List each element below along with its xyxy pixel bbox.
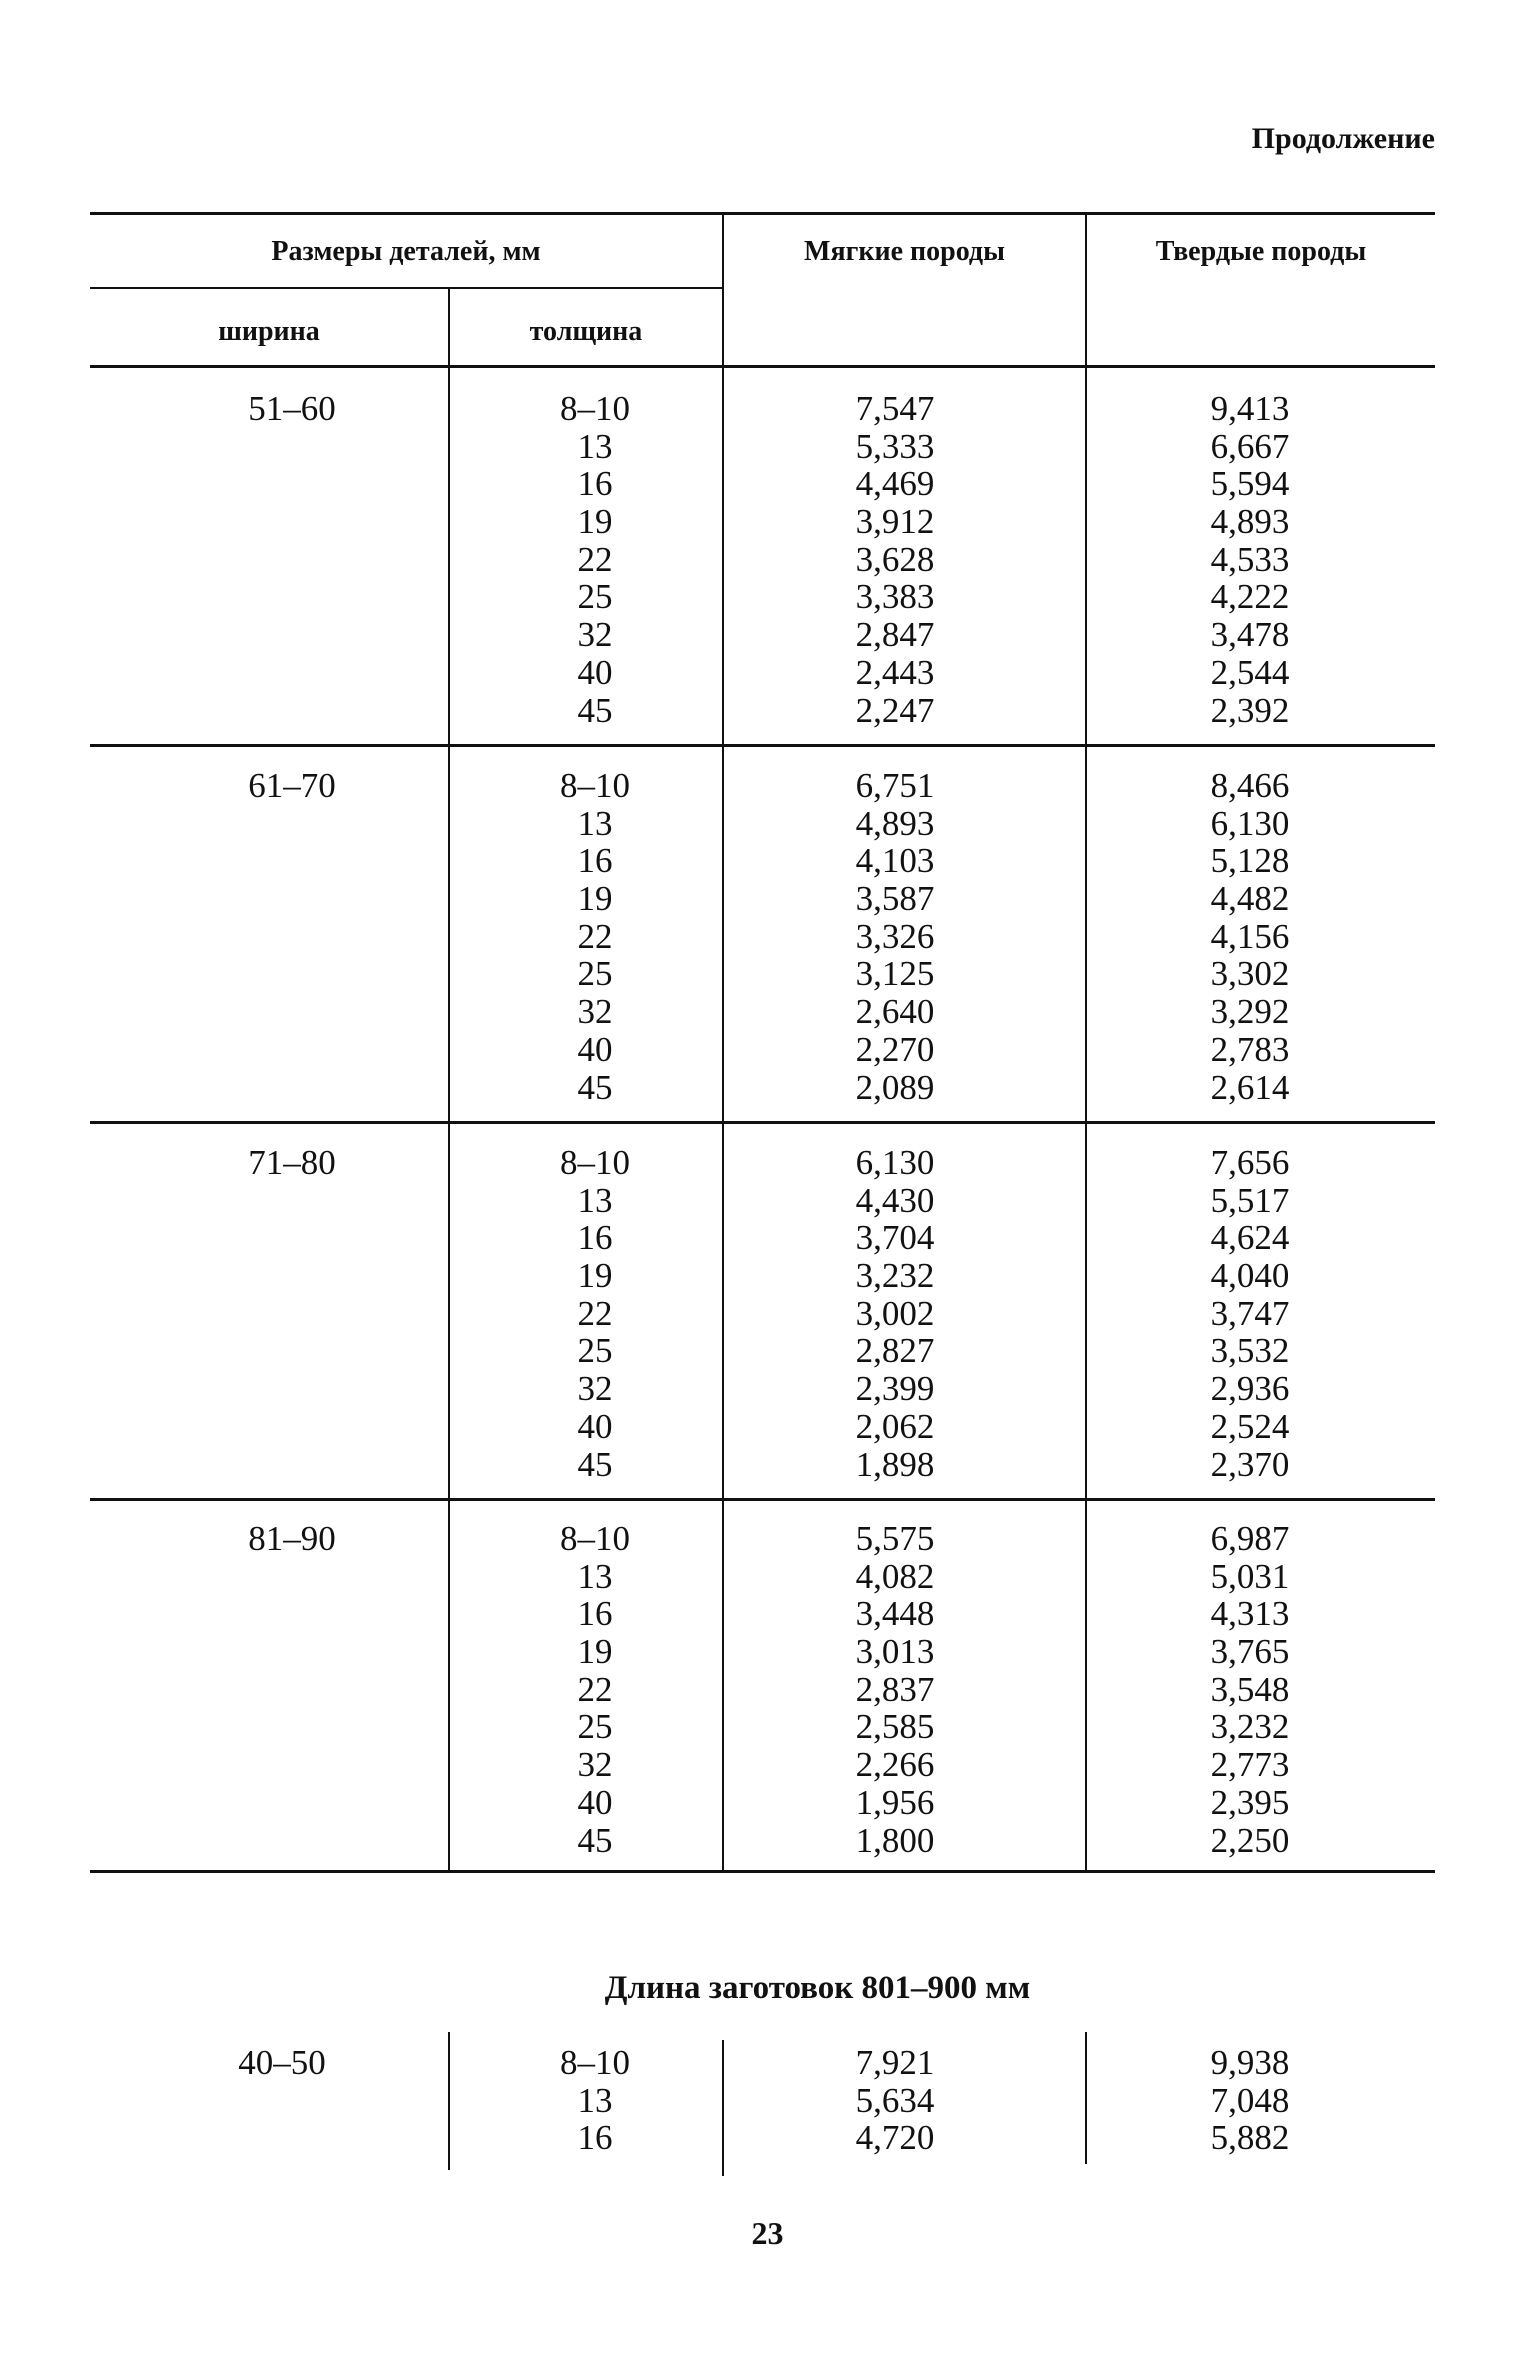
- soft-value: 2,247: [855, 690, 935, 730]
- soft-value: 4,720: [855, 2118, 935, 2158]
- soft-value: 3,383: [855, 577, 935, 617]
- thickness-col: [520, 2044, 670, 2157]
- table-top-rule: [90, 212, 1435, 215]
- hard-value: 2,614: [1210, 1067, 1290, 1107]
- hard-col: [1165, 767, 1335, 1106]
- soft-value: 2,837: [855, 1669, 935, 1709]
- header-bottom-rule: [90, 365, 1435, 368]
- hard-value: 2,783: [1210, 1029, 1290, 1069]
- continuation-label: Продолжение: [1251, 122, 1435, 155]
- hard-value: 4,313: [1210, 1594, 1290, 1634]
- hard-value: 8,466: [1210, 766, 1290, 805]
- group-width: 40–50: [238, 2043, 326, 2082]
- group-width: 81–90: [248, 1519, 336, 1558]
- hard-value: 2,395: [1210, 1782, 1290, 1822]
- hard-value: 3,747: [1210, 1293, 1290, 1333]
- header-thickness: толщина: [529, 316, 643, 347]
- hard-value: 2,544: [1210, 652, 1290, 692]
- thickness-value: 45: [577, 1067, 613, 1107]
- hard-value: 4,533: [1210, 539, 1290, 579]
- thickness-col: [520, 390, 670, 729]
- col-rule-width: [448, 289, 450, 1872]
- hard-value: 3,548: [1210, 1669, 1290, 1709]
- group-width: 51–60: [248, 389, 336, 428]
- thickness-value: 19: [577, 1256, 613, 1296]
- soft-value: 6,751: [855, 766, 935, 805]
- thickness-value: 22: [577, 916, 613, 956]
- col-rule-soft: [1085, 213, 1087, 1872]
- hard-value: 3,478: [1210, 615, 1290, 655]
- soft-value: 2,062: [855, 1406, 935, 1446]
- soft-value: 6,130: [855, 1143, 935, 1182]
- thickness-value: 8–10: [560, 2043, 630, 2082]
- hard-value: 4,040: [1210, 1256, 1290, 1296]
- hard-col: [1165, 1520, 1335, 1859]
- hard-value: 2,524: [1210, 1406, 1290, 1446]
- soft-value: 2,089: [855, 1067, 935, 1107]
- thickness-value: 16: [577, 841, 613, 881]
- thickness-value: 13: [577, 426, 613, 466]
- sub-col-rule-width: [448, 2032, 450, 2170]
- hard-col: [1165, 390, 1335, 729]
- thickness-value: 16: [577, 1594, 613, 1634]
- thickness-value: 25: [577, 577, 613, 617]
- hard-value: 5,128: [1210, 841, 1290, 881]
- thickness-value: 25: [577, 1707, 613, 1747]
- soft-value: 5,575: [855, 1519, 935, 1558]
- soft-value: 4,430: [855, 1180, 935, 1220]
- soft-value: 7,547: [855, 389, 935, 428]
- thickness-value: 19: [577, 502, 613, 542]
- soft-value: 3,628: [855, 539, 935, 579]
- thickness-value: 45: [577, 1444, 613, 1484]
- col-rule-thickness: [722, 213, 724, 1872]
- hard-value: 3,302: [1210, 954, 1290, 994]
- table-bottom-rule: [90, 1870, 1435, 1873]
- soft-value: 2,847: [855, 615, 935, 655]
- thickness-value: 45: [577, 1820, 613, 1860]
- soft-value: 2,443: [855, 652, 935, 692]
- soft-value: 1,898: [855, 1444, 935, 1484]
- hard-value: 4,156: [1210, 916, 1290, 956]
- header-soft: Мягкие породы: [804, 236, 1005, 267]
- thickness-value: 22: [577, 1669, 613, 1709]
- thickness-value: 22: [577, 539, 613, 579]
- soft-value: 1,956: [855, 1782, 935, 1822]
- thickness-value: 13: [577, 1180, 613, 1220]
- thickness-col: [520, 767, 670, 1106]
- soft-value: 3,326: [855, 916, 935, 956]
- soft-value: 2,266: [855, 1745, 935, 1785]
- thickness-value: 19: [577, 879, 613, 919]
- soft-value: 3,013: [855, 1632, 935, 1672]
- thickness-value: 8–10: [560, 389, 630, 428]
- soft-value: 2,399: [855, 1369, 935, 1409]
- hard-value: 7,656: [1210, 1143, 1290, 1182]
- soft-value: 4,103: [855, 841, 935, 881]
- soft-col: [810, 1520, 980, 1859]
- subsection-title: Длина заготовок 801–900 мм: [604, 1970, 1031, 2006]
- hard-value: 5,031: [1210, 1556, 1290, 1596]
- soft-value: 3,002: [855, 1293, 935, 1333]
- soft-value: 7,921: [855, 2043, 935, 2082]
- group-divider-2: [90, 1121, 1435, 1124]
- thickness-value: 32: [577, 615, 613, 655]
- thickness-value: 32: [577, 992, 613, 1032]
- thickness-value: 13: [577, 803, 613, 843]
- soft-col: [810, 2044, 980, 2157]
- hard-value: 7,048: [1210, 2080, 1290, 2120]
- hard-value: 2,250: [1210, 1820, 1290, 1860]
- soft-value: 2,640: [855, 992, 935, 1032]
- hard-col: [1165, 2044, 1335, 2157]
- thickness-col: [520, 1144, 670, 1483]
- thickness-value: 40: [577, 1406, 613, 1446]
- hard-value: 4,893: [1210, 502, 1290, 542]
- thickness-value: 32: [577, 1745, 613, 1785]
- thickness-value: 25: [577, 954, 613, 994]
- group-width: 71–80: [248, 1143, 336, 1182]
- hard-value: 4,222: [1210, 577, 1290, 617]
- hard-value: 6,130: [1210, 803, 1290, 843]
- soft-col: [810, 767, 980, 1106]
- thickness-value: 8–10: [560, 1143, 630, 1182]
- thickness-value: 45: [577, 690, 613, 730]
- soft-value: 2,270: [855, 1029, 935, 1069]
- header-width: ширина: [218, 316, 320, 347]
- hard-value: 2,370: [1210, 1444, 1290, 1484]
- thickness-value: 25: [577, 1331, 613, 1371]
- soft-col: [810, 1144, 980, 1483]
- soft-value: 1,800: [855, 1820, 935, 1860]
- hard-value: 3,765: [1210, 1632, 1290, 1672]
- thickness-value: 8–10: [560, 1519, 630, 1558]
- thickness-value: 40: [577, 1782, 613, 1822]
- thickness-value: 40: [577, 1029, 613, 1069]
- soft-value: 5,634: [855, 2080, 935, 2120]
- soft-value: 5,333: [855, 426, 935, 466]
- thickness-value: 8–10: [560, 766, 630, 805]
- hard-col: [1165, 1144, 1335, 1483]
- group-width: 61–70: [248, 766, 336, 805]
- hard-value: 6,987: [1210, 1519, 1290, 1558]
- header-split-rule: [90, 287, 722, 289]
- page-number: 23: [751, 2215, 784, 2251]
- hard-value: 2,773: [1210, 1745, 1290, 1785]
- hard-value: 5,517: [1210, 1180, 1290, 1220]
- hard-value: 9,413: [1210, 389, 1290, 428]
- soft-value: 3,448: [855, 1594, 935, 1634]
- thickness-value: 13: [577, 1556, 613, 1596]
- thickness-col: [520, 1520, 670, 1859]
- soft-value: 3,912: [855, 502, 935, 542]
- thickness-value: 32: [577, 1369, 613, 1409]
- hard-value: 3,532: [1210, 1331, 1290, 1371]
- soft-col: [810, 390, 980, 729]
- group-divider-1: [90, 744, 1435, 747]
- hard-value: 2,392: [1210, 690, 1290, 730]
- thickness-value: 40: [577, 652, 613, 692]
- hard-value: 5,882: [1210, 2118, 1290, 2158]
- thickness-value: 13: [577, 2080, 613, 2120]
- thickness-value: 19: [577, 1632, 613, 1672]
- soft-value: 3,704: [855, 1218, 935, 1258]
- thickness-value: 22: [577, 1293, 613, 1333]
- header-sizes: Размеры деталей, мм: [271, 236, 541, 267]
- hard-value: 6,667: [1210, 426, 1290, 466]
- soft-value: 3,125: [855, 954, 935, 994]
- sub-col-rule-soft: [1085, 2032, 1087, 2164]
- hard-value: 4,482: [1210, 879, 1290, 919]
- sub-col-rule-thickness: [722, 2040, 724, 2176]
- hard-value: 4,624: [1210, 1218, 1290, 1258]
- hard-value: 3,292: [1210, 992, 1290, 1032]
- soft-value: 2,827: [855, 1331, 935, 1371]
- hard-value: 2,936: [1210, 1369, 1290, 1409]
- soft-value: 3,587: [855, 879, 935, 919]
- hard-value: 3,232: [1210, 1707, 1290, 1747]
- group-divider-3: [90, 1498, 1435, 1501]
- soft-value: 4,082: [855, 1556, 935, 1596]
- header-hard: Твердые породы: [1155, 236, 1367, 267]
- thickness-value: 16: [577, 2118, 613, 2158]
- thickness-value: 16: [577, 464, 613, 504]
- soft-value: 4,469: [855, 464, 935, 504]
- thickness-value: 16: [577, 1218, 613, 1258]
- soft-value: 3,232: [855, 1256, 935, 1296]
- hard-value: 5,594: [1210, 464, 1290, 504]
- soft-value: 2,585: [855, 1707, 935, 1747]
- hard-value: 9,938: [1210, 2043, 1290, 2082]
- soft-value: 4,893: [855, 803, 935, 843]
